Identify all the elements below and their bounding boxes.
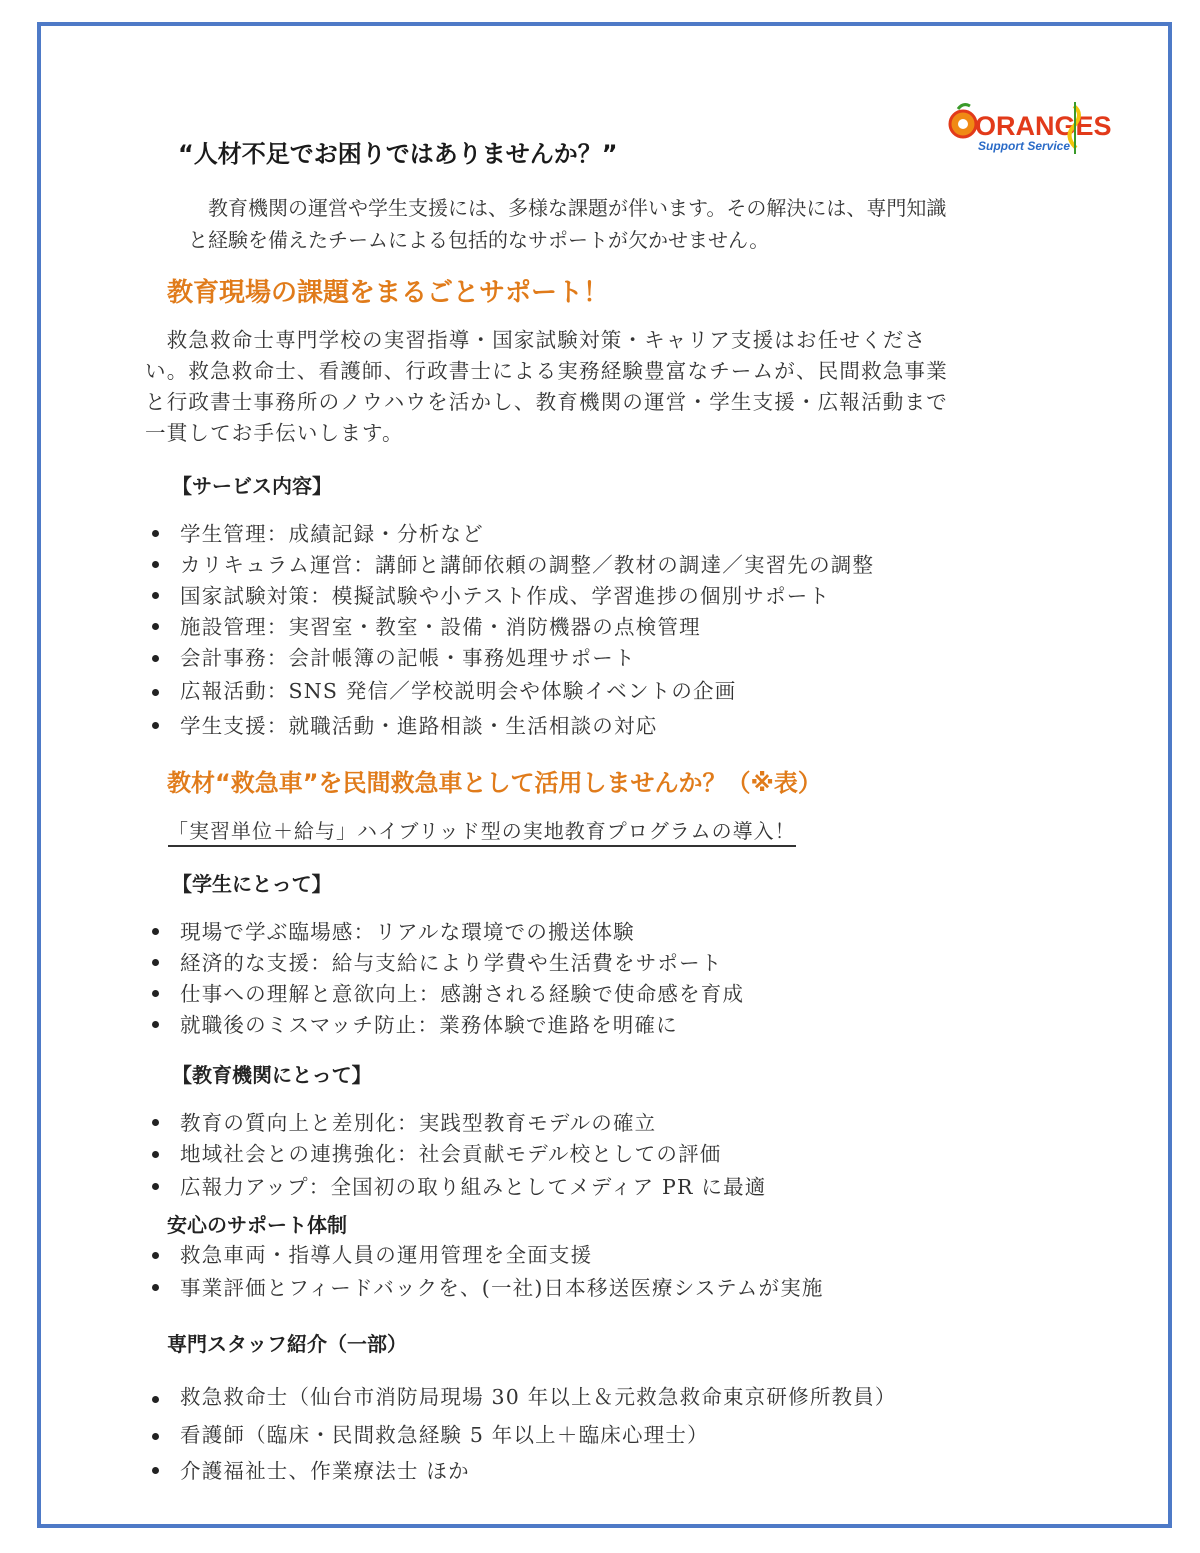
bullet-icon bbox=[152, 592, 159, 599]
bullet-icon bbox=[152, 1151, 159, 1158]
list-item: 救急救命士（仙台市消防局現場 30 年以上＆元救急救命東京研修所教員） bbox=[152, 1380, 897, 1418]
support-list bbox=[152, 1238, 824, 1302]
list-item: 国家試験対策：模擬試験や小テスト作成、学習進捗の個別サポート bbox=[152, 579, 874, 610]
intro-line: 教育機関の運営や学生支援には、多様な課題が伴います。その解決には、専門知識 bbox=[188, 196, 947, 220]
students-list bbox=[152, 915, 744, 1039]
bullet-icon bbox=[152, 689, 159, 696]
intro-line: と経験を備えたチームによる包括的なサポートが欠かせません。 bbox=[188, 228, 770, 252]
bullet-icon bbox=[152, 959, 159, 966]
bullet-icon bbox=[152, 928, 159, 935]
program-line: 「実習単位＋給与」ハイブリッド型の実地教育プログラムの導入！ bbox=[168, 815, 796, 847]
section-heading-support: 教育現場の課題をまるごとサポート！ bbox=[167, 278, 610, 308]
list-item: 施設管理：実習室・教室・設備・消防機器の点検管理 bbox=[152, 610, 874, 641]
list-item: 事業評価とフィードバックを、(一社)日本移送医療システムが実施 bbox=[152, 1271, 824, 1302]
services-heading: 【サービス内容】 bbox=[172, 474, 332, 498]
bullet-icon bbox=[152, 1021, 159, 1028]
bullet-icon bbox=[152, 1252, 159, 1259]
list-item: 広報力アップ：全国初の取り組みとしてメディア PR に最適 bbox=[152, 1170, 767, 1201]
support-heading: 安心のサポート体制 bbox=[167, 1213, 347, 1237]
bullet-icon bbox=[152, 655, 159, 662]
list-item: 学生管理：成績記録・分析など bbox=[152, 517, 874, 548]
paragraph-line: い。救急救命士、看護師、行政書士による実務経験豊富なチームが、民間救急事業 bbox=[145, 359, 948, 383]
list-item: カリキュラム運営：講師と講師依頼の調整／教材の調達／実習先の調整 bbox=[152, 548, 874, 579]
bullet-icon bbox=[152, 1183, 159, 1190]
logo-wordmark: ORANGES bbox=[975, 111, 1112, 141]
bullet-icon bbox=[152, 722, 159, 729]
bullet-icon bbox=[152, 1433, 159, 1440]
list-item: 仕事への理解と意欲向上：感謝される経験で使命感を育成 bbox=[152, 977, 744, 1008]
section-heading-ambulance: 教材“救急車”を民間救急車として活用しませんか？（※表） bbox=[167, 769, 822, 797]
institutions-list bbox=[152, 1106, 767, 1201]
bullet-icon bbox=[152, 530, 159, 537]
institutions-heading: 【教育機関にとって】 bbox=[172, 1063, 372, 1087]
support-paragraph bbox=[145, 325, 1095, 449]
list-item: 教育の質向上と差別化：実践型教育モデルの確立 bbox=[152, 1106, 767, 1137]
list-item: 地域社会との連携強化：社会貢献モデル校としての評価 bbox=[152, 1137, 767, 1170]
list-item: 学生支援：就職活動・進路相談・生活相談の対応 bbox=[152, 709, 874, 740]
bullet-icon bbox=[152, 1119, 159, 1126]
bullet-icon bbox=[152, 1284, 159, 1291]
bullet-icon bbox=[152, 623, 159, 630]
bullet-icon bbox=[152, 561, 159, 568]
list-item: 看護師（臨床・民間救急経験 5 年以上＋臨床心理士） bbox=[152, 1418, 897, 1454]
paragraph-line: 一貫してお手伝いします。 bbox=[145, 421, 404, 445]
staff-heading: 専門スタッフ紹介（一部） bbox=[167, 1332, 407, 1356]
oranges-logo bbox=[948, 100, 1112, 158]
list-item: 経済的な支援：給与支給により学費や生活費をサポート bbox=[152, 946, 744, 977]
bullet-icon bbox=[152, 1467, 159, 1474]
list-item: 介護福祉士、作業療法士 ほか bbox=[152, 1454, 897, 1485]
students-heading: 【学生にとって】 bbox=[172, 872, 332, 896]
paragraph-line: と行政書士事務所のノウハウを活かし、教育機関の運営・学生支援・広報活動まで bbox=[145, 390, 948, 414]
bullet-icon bbox=[152, 990, 159, 997]
logo-tagline: Support Service bbox=[978, 139, 1071, 153]
paragraph-line: 救急救命士専門学校の実習指導・国家試験対策・キャリア支援はお任せくださ bbox=[145, 328, 927, 352]
list-item: 救急車両・指導人員の運用管理を全面支援 bbox=[152, 1238, 824, 1271]
staff-list bbox=[152, 1380, 897, 1485]
intro-paragraph bbox=[188, 192, 1093, 256]
bullet-icon bbox=[152, 1396, 159, 1403]
list-item: 会計事務：会計帳簿の記帳・事務処理サポート bbox=[152, 641, 874, 674]
list-item: 就職後のミスマッチ防止：業務体験で進路を明確に bbox=[152, 1008, 744, 1039]
page-title: “人材不足でお困りではありませんか？” bbox=[178, 140, 618, 168]
services-list bbox=[152, 517, 874, 740]
list-item: 現場で学ぶ臨場感：リアルな環境での搬送体験 bbox=[152, 915, 744, 946]
list-item: 広報活動：SNS 発信／学校説明会や体験イベントの企画 bbox=[152, 674, 874, 709]
